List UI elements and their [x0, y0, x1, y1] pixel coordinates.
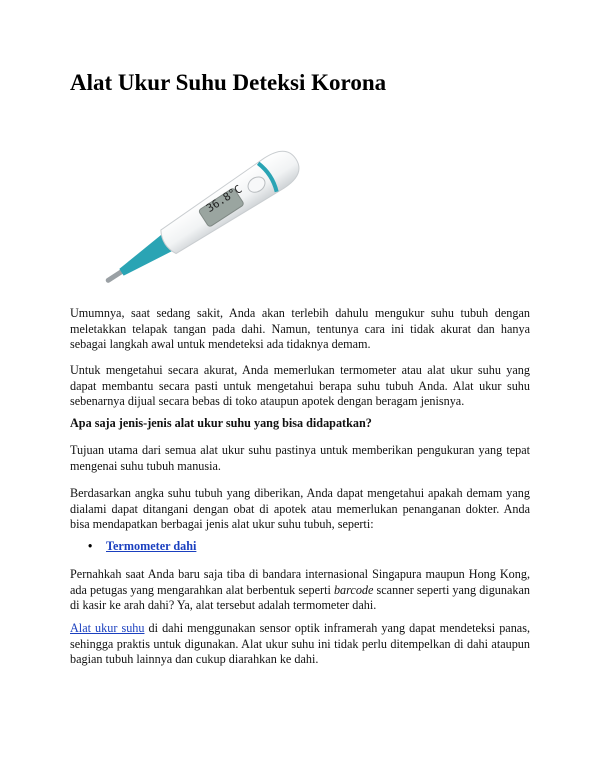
section-heading: Apa saja jenis-jenis alat ukur suhu yang bisa didapatkan?: [70, 416, 372, 430]
thermometer-display-text: 36.8°C: [203, 182, 245, 216]
list-item: [88, 539, 196, 555]
paragraph-accuracy: Untuk mengetahui secara akurat, Anda memerlukan termometer atau alat ukur suhu yang dapat membantu secara pasti untuk mengetahui berapa suhu tubuh Anda. Alat ukur suhu sebenarnya dijual secara bebas di toko ataupun apotek dengan beragam jenisnya.: [70, 363, 530, 409]
thermometer-link[interactable]: Alat ukur suhu: [70, 621, 145, 635]
paragraph-purpose: Tujuan utama dari semua alat ukur suhu pastinya untuk memberikan pengukuran yang tepat mengenai suhu tubuh manusia.: [70, 443, 530, 473]
paragraph-intro: Umumnya, saat sedang sakit, Anda akan terlebih dahulu mengukur suhu tubuh dengan meletakkan telapak tangan pada dahi. Namun, tentunya cara ini tidak akurat dan hanya sebagai langkah awal untuk mendeteksi ada tidaknya demam.: [70, 306, 530, 352]
paragraph-sensor-text: di dahi menggunakan sensor optik inframerah yang dapat mendeteksi panas, sehingga praktis untuk digunakan. Alat ukur suhu ini tidak perlu ditempelkan di dahi ataupun bagian tubuh lainnya dan cukup diarahkan ke dahi.: [70, 621, 530, 667]
forehead-thermometer-link[interactable]: Termometer dahi: [106, 539, 197, 553]
bullet-icon: •: [88, 539, 93, 553]
paragraph-airport-text-b: scanner seperti yang digunakan di kasir ke arah dahi? Ya, alat tersebut adalah termometer dahi.: [70, 582, 530, 613]
barcode-term: barcode: [333, 582, 374, 597]
paragraph-sensor: [70, 621, 530, 668]
page-title: Alat Ukur Suhu Deteksi Korona: [70, 70, 387, 95]
paragraph-airport-text-a: Pernahkah saat Anda baru saja tiba di bandara internasional Singapura maupun Hong Kong, ada petugas yang mengarahkan alat berbentuk seperti: [70, 567, 530, 597]
paragraph-types: Berdasarkan angka suhu tubuh yang diberikan, Anda dapat mengetahui apakah demam yang dialami dapat ditangani dengan obat di apotek atau memerlukan penanganan dokter. Anda bisa mendapatkan berbagai jenis alat ukur suhu tubuh, seperti:: [70, 486, 530, 532]
thermometer-illustration: [92, 140, 312, 300]
paragraph-airport: [70, 567, 530, 614]
